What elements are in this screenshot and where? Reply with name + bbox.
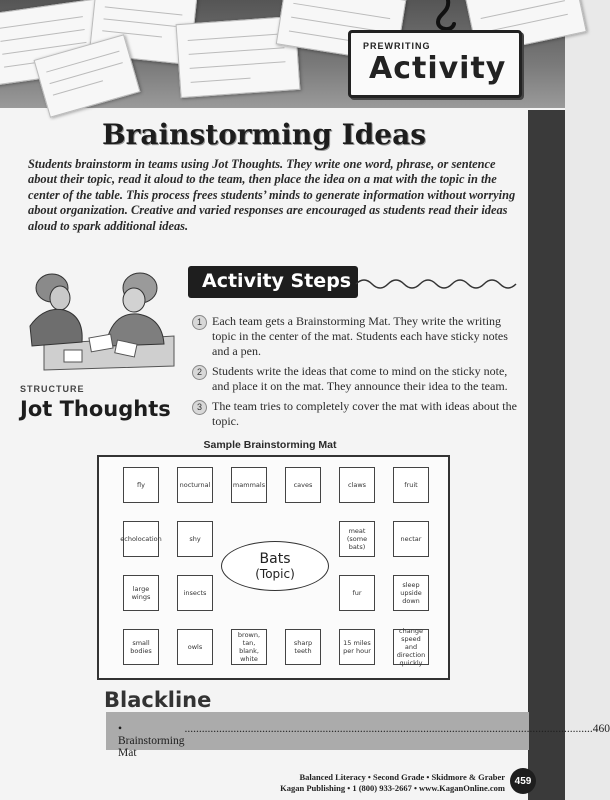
students-illustration	[24, 266, 174, 376]
mat-cell: fly	[123, 467, 159, 503]
step-number: 1	[192, 315, 207, 330]
mat-cell: 15 miles per hour	[339, 629, 375, 665]
structure-name: Jot Thoughts	[20, 397, 171, 421]
step-item	[192, 364, 522, 394]
mat-cell: sharp teeth	[285, 629, 321, 665]
mat-cell: mammals	[231, 467, 267, 503]
mat-cell: echolocation	[123, 521, 159, 557]
mat-cell: insects	[177, 575, 213, 611]
footer-line-1: Balanced Literacy • Second Grade • Skidmore & Graber	[299, 772, 505, 782]
mat-cell: owls	[177, 629, 213, 665]
steps-list	[192, 314, 522, 434]
tag-title: Activity	[369, 51, 507, 86]
activity-tag	[348, 30, 522, 98]
activity-steps-banner	[188, 266, 358, 298]
footer-credits	[280, 772, 505, 794]
page-number: 459	[510, 768, 536, 794]
step-text: Students write the ideas that come to mind on the sticky note, and place it on the mat. They announce their idea to the team.	[212, 364, 508, 393]
step-number: 3	[192, 400, 207, 415]
mat-cell: caves	[285, 467, 321, 503]
step-item	[192, 399, 522, 429]
intro-paragraph: Students brainstorm in teams using Jot Thoughts. They write one word, phrase, or sentence about their topic, read it aloud to the team, then place the idea on a mat with the topic in the center of the table. This process frees students’ minds to generate information without worrying about organization. Creative and varied responses are encouraged as students read their ideas aloud to spark additional ideas.	[28, 157, 516, 233]
step-text: The team tries to completely cover the mat with ideas about the topic.	[212, 399, 517, 428]
mat-cell: claws	[339, 467, 375, 503]
mat-cell: change speed and direction quickly	[393, 629, 429, 665]
mat-cell: shy	[177, 521, 213, 557]
right-sidebar	[528, 110, 565, 800]
structure-label: STRUCTURE	[20, 384, 85, 394]
mat-cell: large wings	[123, 575, 159, 611]
mat-cell: fur	[339, 575, 375, 611]
mat-cell: fruit	[393, 467, 429, 503]
activity-steps-heading: Activity Steps	[202, 270, 352, 292]
topic-sub: (Topic)	[255, 567, 295, 581]
mat-topic	[221, 541, 329, 591]
mat-cell: sleep upside down	[393, 575, 429, 611]
step-item	[192, 314, 522, 359]
blackline-entry[interactable]	[118, 723, 610, 759]
mat-caption: Sample Brainstorming Mat	[203, 439, 337, 451]
mat-cell: brown, tan, blank, white	[231, 629, 267, 665]
tag-category: PREWRITING	[363, 41, 431, 51]
blackline-page: 460	[592, 723, 610, 735]
blackline-title: Blackline	[104, 688, 212, 712]
leader-dots: ..............................................................................................................................................	[184, 723, 593, 735]
mat-cell: nectar	[393, 521, 429, 557]
step-number: 2	[192, 365, 207, 380]
mat-cell: small bodies	[123, 629, 159, 665]
squiggle-divider	[356, 272, 526, 296]
step-text: Each team gets a Brainstorming Mat. They write the writing topic in the center of the mat. Students each have sticky notes and a pen.	[212, 314, 508, 358]
blackline-item: • Brainstorming Mat	[118, 723, 185, 759]
mat-cell: nocturnal	[177, 467, 213, 503]
topic-main: Bats	[259, 551, 291, 567]
page-title: Brainstorming Ideas	[101, 118, 427, 151]
mat-cell: meat (some bats)	[339, 521, 375, 557]
footer-line-2: Kagan Publishing • 1 (800) 933-2667 • www.KaganOnline.com	[280, 783, 505, 793]
brainstorming-mat	[97, 455, 450, 680]
